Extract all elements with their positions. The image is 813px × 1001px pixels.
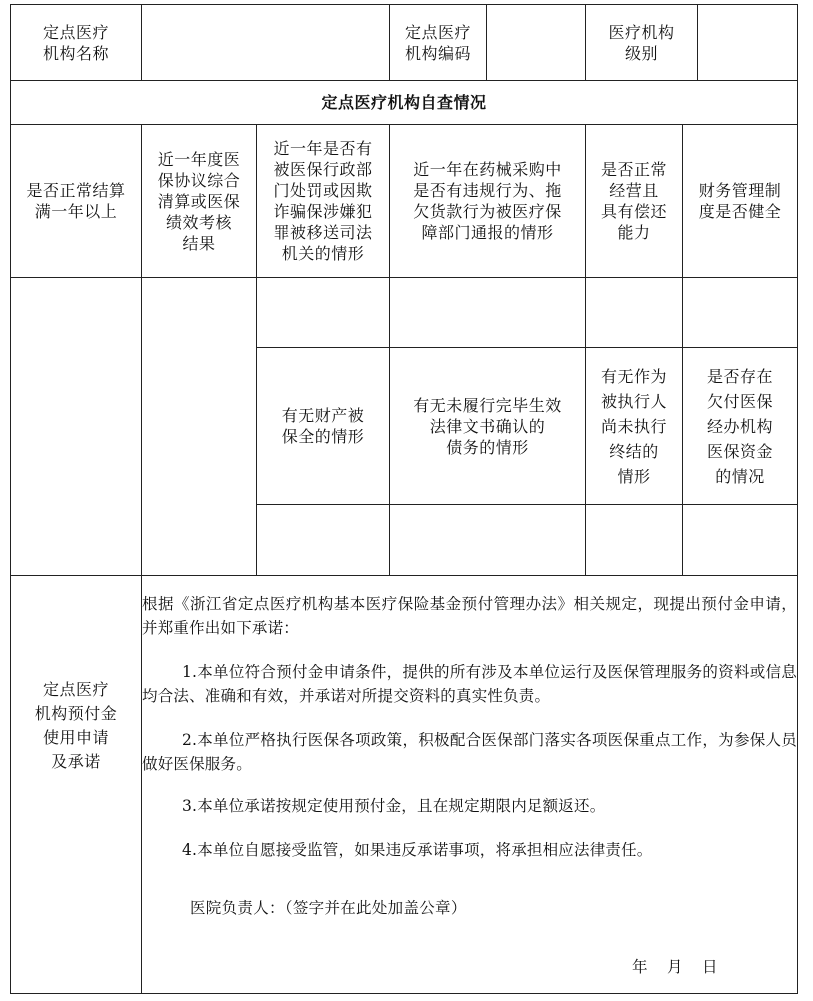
normal-settlement-label: 是否正常结算 满一年以上 <box>26 181 126 221</box>
institution-name-field[interactable] <box>142 5 389 80</box>
enforcement-answer[interactable] <box>586 505 682 575</box>
operation-answer[interactable] <box>586 278 682 347</box>
institution-code-label: 定点医疗 机构编码 <box>404 22 471 63</box>
arrears-answer[interactable] <box>683 505 797 575</box>
section-title: 定点医疗机构自查情况 <box>321 93 487 112</box>
normal-settlement-answer[interactable] <box>11 278 141 575</box>
arrears-label: 是否存在 欠付医保 经办机构 医保资金 的情况 <box>706 366 773 486</box>
assessment-result-label: 近一年度医 保协议综合 清算或医保 绩效考核 结果 <box>157 149 241 253</box>
unfulfilled-debt-label: 有无未履行完毕生效 法律文书确认的 债务的情形 <box>413 395 562 457</box>
finance-answer[interactable] <box>683 278 797 347</box>
assessment-result-answer[interactable] <box>142 278 256 575</box>
institution-code-field[interactable] <box>487 5 585 80</box>
application-label: 定点医疗 机构预付金 使用申请 及承诺 <box>34 680 118 771</box>
commitment-intro: 根据《浙江省定点医疗机构基本医疗保险基金预付管理办法》相关规定，现提出预付金申请，并郑重作出如下承诺： <box>142 595 797 637</box>
asset-preservation-answer[interactable] <box>257 505 389 575</box>
finance-label: 财务管理制 度是否健全 <box>698 181 782 221</box>
institution-level-label: 医疗机构 级别 <box>608 22 675 63</box>
enforcement-label: 有无作为 被执行人 尚未执行 终结的 情形 <box>600 366 667 486</box>
unfulfilled-debt-answer[interactable] <box>390 505 585 575</box>
signature-area[interactable] <box>520 890 790 930</box>
institution-name-label: 定点医疗 机构名称 <box>42 22 109 63</box>
procurement-label: 近一年在药械采购中 是否有违规行为、拖 欠货款行为被医疗保 障部门通报的情形 <box>413 160 562 242</box>
asset-preservation-label: 有无财产被 保全的情形 <box>281 406 365 446</box>
date-line: 年 月 日 <box>632 958 720 976</box>
penalty-label: 近一年是否有 被医保行政部 门处罚或因欺 诈骗保涉嫌犯 罪被移送司法 机关的情形 <box>273 139 373 263</box>
commitment-item-3: 3.本单位承诺按规定使用预付金，且在规定期限内足额返还。 <box>182 797 606 815</box>
procurement-answer[interactable] <box>390 278 585 347</box>
operation-label: 是否正常 经营且 具有偿还 能力 <box>600 160 667 242</box>
penalty-answer[interactable] <box>257 278 389 347</box>
commitment-item-1: 1.本单位符合预付金申请条件，提供的所有涉及本单位运行及医保管理服务的资料或信息均合法、准确和有效，并承诺对所提交资料的真实性负责。 <box>142 663 797 705</box>
signature-line: 医院负责人：（签字并在此处加盖公章） <box>190 899 467 917</box>
application-label-spacer <box>11 876 141 993</box>
commitment-item-2: 2.本单位严格执行医保各项政策，积极配合医保部门落实各项医保重点工作，为参保人员做好医保服务。 <box>142 731 797 773</box>
institution-level-field[interactable] <box>698 5 797 80</box>
commitment-item-4: 4.本单位自愿接受监管，如果违反承诺事项，将承担相应法律责任。 <box>182 841 653 859</box>
